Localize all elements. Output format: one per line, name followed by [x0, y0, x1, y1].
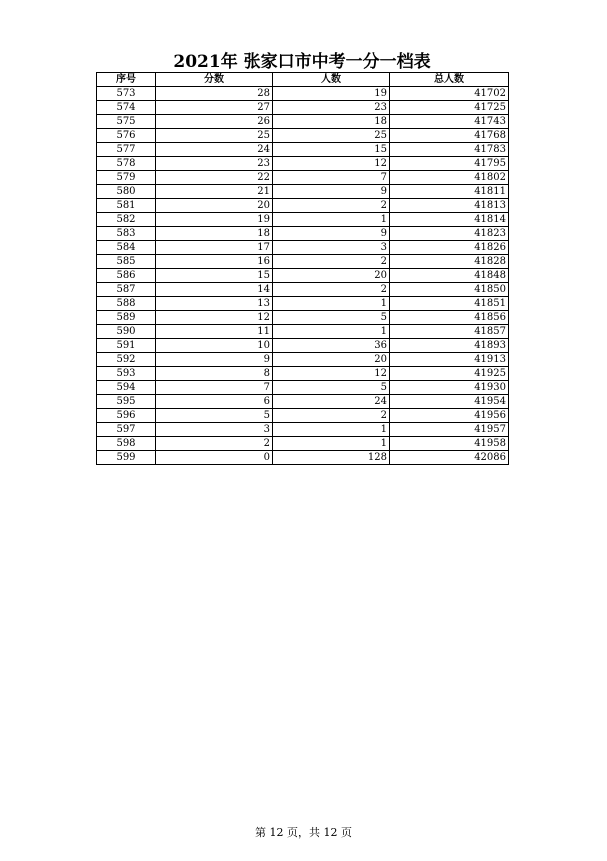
cell-score: 12 [156, 311, 273, 325]
cell-total: 41925 [390, 367, 509, 381]
table-row [97, 87, 509, 101]
cell-total: 41850 [390, 283, 509, 297]
table-row [97, 451, 509, 465]
cell-count: 5 [273, 381, 390, 395]
cell-count: 5 [273, 311, 390, 325]
cell-score: 5 [156, 409, 273, 423]
cell-total: 41702 [390, 87, 509, 101]
cell-count: 7 [273, 171, 390, 185]
header-seq: 序号 [97, 73, 156, 87]
header-total: 总人数 [390, 73, 509, 87]
table-row [97, 185, 509, 199]
cell-seq: 592 [97, 353, 156, 367]
cell-count: 12 [273, 367, 390, 381]
table-body [97, 87, 509, 465]
table-row [97, 255, 509, 269]
cell-score: 20 [156, 199, 273, 213]
cell-count: 18 [273, 115, 390, 129]
cell-score: 17 [156, 241, 273, 255]
cell-count: 20 [273, 269, 390, 283]
cell-total: 41743 [390, 115, 509, 129]
cell-score: 21 [156, 185, 273, 199]
cell-total: 41856 [390, 311, 509, 325]
cell-seq: 576 [97, 129, 156, 143]
cell-count: 9 [273, 185, 390, 199]
cell-total: 41826 [390, 241, 509, 255]
cell-count: 3 [273, 241, 390, 255]
cell-score: 26 [156, 115, 273, 129]
cell-seq: 579 [97, 171, 156, 185]
table-row [97, 381, 509, 395]
table-row [97, 171, 509, 185]
cell-score: 10 [156, 339, 273, 353]
cell-seq: 596 [97, 409, 156, 423]
cell-seq: 595 [97, 395, 156, 409]
table-row [97, 115, 509, 129]
cell-seq: 580 [97, 185, 156, 199]
table-row [97, 227, 509, 241]
cell-score: 28 [156, 87, 273, 101]
table-row [97, 157, 509, 171]
cell-count: 1 [273, 213, 390, 227]
table-row [97, 101, 509, 115]
page-footer: 第 12 页，共 12 页 [255, 826, 352, 839]
cell-total: 41913 [390, 353, 509, 367]
cell-total: 41828 [390, 255, 509, 269]
table-row [97, 409, 509, 423]
cell-total: 41768 [390, 129, 509, 143]
cell-seq: 589 [97, 311, 156, 325]
table-row [97, 395, 509, 409]
cell-count: 1 [273, 437, 390, 451]
header-count: 人数 [273, 73, 390, 87]
cell-seq: 583 [97, 227, 156, 241]
cell-score: 25 [156, 129, 273, 143]
cell-total: 41956 [390, 409, 509, 423]
cell-total: 41957 [390, 423, 509, 437]
cell-total: 41725 [390, 101, 509, 115]
cell-total: 41783 [390, 143, 509, 157]
cell-score: 23 [156, 157, 273, 171]
page-title: 2021年 张家口市中考一分一档表 [173, 52, 431, 72]
cell-total: 42086 [390, 451, 509, 465]
cell-total: 41893 [390, 339, 509, 353]
cell-seq: 590 [97, 325, 156, 339]
table-row [97, 297, 509, 311]
cell-total: 41958 [390, 437, 509, 451]
cell-seq: 577 [97, 143, 156, 157]
cell-seq: 586 [97, 269, 156, 283]
cell-total: 41823 [390, 227, 509, 241]
table-row [97, 367, 509, 381]
table-row [97, 353, 509, 367]
table-row [97, 129, 509, 143]
table-row [97, 423, 509, 437]
cell-seq: 585 [97, 255, 156, 269]
cell-count: 2 [273, 283, 390, 297]
cell-seq: 582 [97, 213, 156, 227]
cell-total: 41930 [390, 381, 509, 395]
cell-score: 2 [156, 437, 273, 451]
cell-count: 1 [273, 423, 390, 437]
cell-score: 13 [156, 297, 273, 311]
cell-score: 8 [156, 367, 273, 381]
cell-seq: 593 [97, 367, 156, 381]
table-row [97, 311, 509, 325]
cell-score: 22 [156, 171, 273, 185]
cell-seq: 575 [97, 115, 156, 129]
cell-score: 15 [156, 269, 273, 283]
cell-count: 24 [273, 395, 390, 409]
cell-count: 36 [273, 339, 390, 353]
cell-seq: 591 [97, 339, 156, 353]
table-row [97, 339, 509, 353]
cell-total: 41851 [390, 297, 509, 311]
cell-total: 41857 [390, 325, 509, 339]
table-row [97, 325, 509, 339]
cell-total: 41848 [390, 269, 509, 283]
cell-count: 20 [273, 353, 390, 367]
score-table [96, 72, 509, 465]
cell-count: 128 [273, 451, 390, 465]
cell-count: 1 [273, 297, 390, 311]
cell-score: 18 [156, 227, 273, 241]
cell-seq: 574 [97, 101, 156, 115]
cell-count: 1 [273, 325, 390, 339]
cell-count: 12 [273, 157, 390, 171]
cell-count: 25 [273, 129, 390, 143]
cell-score: 11 [156, 325, 273, 339]
cell-total: 41802 [390, 171, 509, 185]
cell-score: 9 [156, 353, 273, 367]
cell-seq: 584 [97, 241, 156, 255]
cell-seq: 597 [97, 423, 156, 437]
cell-seq: 587 [97, 283, 156, 297]
cell-count: 9 [273, 227, 390, 241]
cell-score: 6 [156, 395, 273, 409]
cell-count: 2 [273, 255, 390, 269]
table-row [97, 199, 509, 213]
cell-seq: 588 [97, 297, 156, 311]
table-header-row [97, 73, 509, 87]
header-score: 分数 [156, 73, 273, 87]
cell-total: 41813 [390, 199, 509, 213]
cell-count: 15 [273, 143, 390, 157]
table-row [97, 283, 509, 297]
cell-total: 41811 [390, 185, 509, 199]
cell-score: 19 [156, 213, 273, 227]
cell-score: 0 [156, 451, 273, 465]
cell-total: 41795 [390, 157, 509, 171]
cell-score: 7 [156, 381, 273, 395]
cell-count: 19 [273, 87, 390, 101]
cell-score: 24 [156, 143, 273, 157]
cell-seq: 598 [97, 437, 156, 451]
cell-count: 2 [273, 199, 390, 213]
table-row [97, 213, 509, 227]
table-row [97, 241, 509, 255]
table-row [97, 269, 509, 283]
cell-score: 16 [156, 255, 273, 269]
cell-count: 23 [273, 101, 390, 115]
cell-total: 41954 [390, 395, 509, 409]
cell-seq: 581 [97, 199, 156, 213]
table-row [97, 143, 509, 157]
table-row [97, 437, 509, 451]
cell-score: 14 [156, 283, 273, 297]
cell-score: 3 [156, 423, 273, 437]
cell-total: 41814 [390, 213, 509, 227]
cell-seq: 599 [97, 451, 156, 465]
cell-seq: 594 [97, 381, 156, 395]
cell-seq: 578 [97, 157, 156, 171]
cell-score: 27 [156, 101, 273, 115]
cell-count: 2 [273, 409, 390, 423]
cell-seq: 573 [97, 87, 156, 101]
